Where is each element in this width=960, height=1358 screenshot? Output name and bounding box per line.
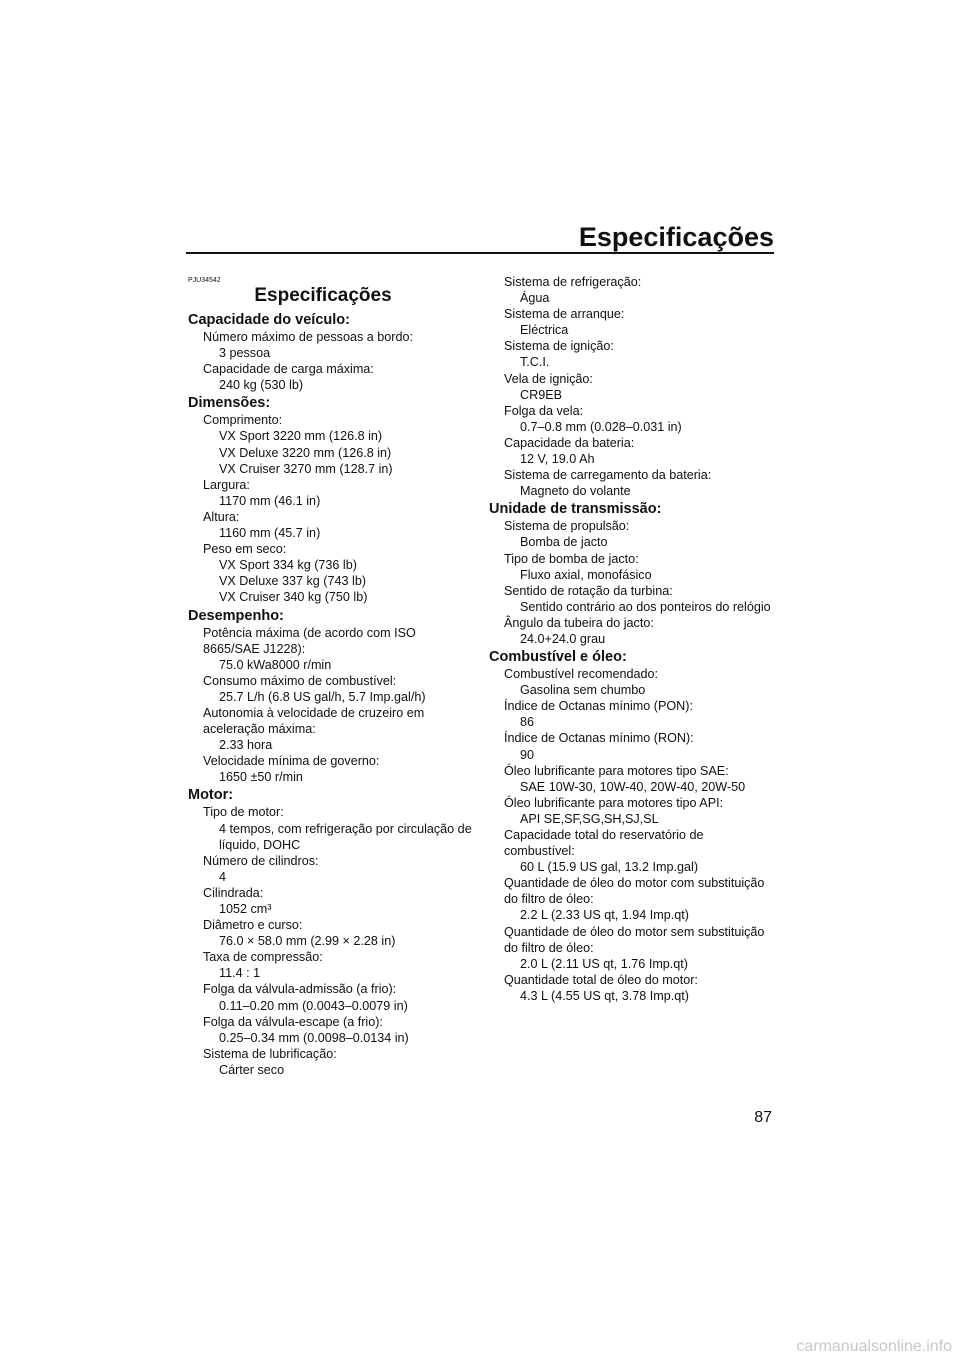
spec-label: Tipo de bomba de jacto: — [504, 551, 639, 566]
spec-label: Autonomia à velocidade de cruzeiro em — [203, 705, 425, 720]
spec-entry — [489, 972, 789, 1004]
spec-value: 1160 mm (45.7 in) — [219, 526, 321, 541]
spec-value: CR9EB — [520, 387, 562, 402]
spec-value: 25.7 L/h (6.8 US gal/h, 5.7 Imp.gal/h) — [219, 689, 426, 704]
spec-label: Sistema de ignição: — [504, 339, 614, 354]
spec-section — [489, 648, 789, 1004]
spec-section — [188, 311, 478, 393]
header-rule — [186, 252, 774, 254]
spec-entry — [489, 698, 789, 730]
spec-section — [188, 607, 478, 786]
spec-value: VX Cruiser 3270 mm (128.7 in) — [219, 461, 393, 476]
spec-label: Capacidade de carga máxima: — [203, 362, 374, 377]
spec-entry — [188, 361, 478, 393]
spec-label: Quantidade de óleo do motor com substituição — [504, 876, 765, 891]
spec-value: Magneto do volante — [520, 484, 631, 499]
spec-label: Óleo lubrificante para motores tipo SAE: — [504, 763, 729, 778]
spec-value: 24.0+24.0 grau — [520, 631, 606, 646]
spec-value: 2.2 L (2.33 US qt, 1.94 Imp.qt) — [520, 908, 689, 923]
spec-entry — [188, 625, 478, 673]
spec-entry — [489, 467, 789, 499]
spec-entry — [188, 705, 478, 753]
spec-label: Folga da vela: — [504, 403, 584, 418]
spec-value: Gasolina sem chumbo — [520, 683, 646, 698]
spec-section — [489, 500, 789, 647]
spec-entry — [188, 981, 478, 1013]
spec-value: 1052 cm³ — [219, 902, 272, 916]
spec-entry — [188, 673, 478, 705]
spec-label: Cilindrada: — [203, 885, 264, 900]
spec-label: Largura: — [203, 477, 250, 492]
spec-value: 4 tempos, com refrigeração por circulação de — [219, 821, 472, 836]
spec-label: Vela de ignição: — [504, 371, 593, 386]
spec-label: Número máximo de pessoas a bordo: — [203, 330, 413, 344]
section-heading: Capacidade do veículo: — [188, 312, 350, 328]
spec-label: Peso em seco: — [203, 542, 287, 557]
spec-label: 8665/SAE J1228): — [203, 641, 306, 656]
spec-entry — [489, 518, 789, 550]
spec-value: 1170 mm (46.1 in) — [219, 493, 321, 508]
spec-value: API SE,SF,SG,SH,SJ,SL — [520, 811, 659, 826]
spec-value: Cárter seco — [219, 1062, 285, 1077]
spec-label: do filtro de óleo: — [504, 940, 594, 955]
watermark: carmanualsonline.info — [796, 1338, 952, 1355]
spec-label: Capacidade total do reservatório de — [504, 828, 704, 842]
spec-value: Eléctrica — [520, 323, 569, 338]
spec-entry — [188, 1046, 478, 1078]
spec-value: 60 L (15.9 US gal, 13.2 Imp.gal) — [520, 860, 699, 875]
spec-value: T.C.I. — [520, 355, 550, 370]
spec-value: 1650 ±50 r/min — [219, 770, 303, 785]
spec-label: Folga da válvula-escape (a frio): — [203, 1014, 383, 1029]
spec-entry — [188, 477, 478, 509]
doc-code: PJU34542 — [188, 277, 221, 284]
spec-entry — [489, 371, 789, 403]
spec-label: Altura: — [203, 509, 240, 524]
spec-value: 0.11–0.20 mm (0.0043–0.0079 in) — [219, 998, 408, 1013]
section-heading: Desempenho: — [188, 607, 284, 624]
spec-label: Sentido de rotação da turbina: — [504, 583, 673, 598]
spec-label: Diâmetro e curso: — [203, 918, 303, 933]
spec-label: Tipo de motor: — [203, 805, 284, 820]
spec-label: Índice de Octanas mínimo (RON): — [504, 731, 694, 746]
spec-label: Quantidade de óleo do motor sem substituição — [504, 924, 765, 939]
spec-entry — [489, 403, 789, 435]
spec-value: 86 — [520, 715, 535, 730]
spec-entry — [188, 1014, 478, 1046]
spec-entry — [489, 615, 789, 647]
spec-label: do filtro de óleo: — [504, 892, 594, 907]
spec-entry — [188, 509, 478, 541]
spec-label: Sistema de lubrificação: — [203, 1046, 337, 1061]
left-column — [188, 274, 478, 1078]
spec-label: Sistema de carregamento da bateria: — [504, 468, 712, 483]
spec-value: 75.0 kWa8000 r/min — [219, 657, 332, 672]
spec-label: Capacidade da bateria: — [504, 435, 635, 450]
spec-value: 11.4 : 1 — [219, 966, 261, 981]
spec-label: Índice de Octanas mínimo (PON): — [504, 699, 693, 714]
spec-label: Ângulo da tubeira do jacto: — [504, 615, 654, 630]
spec-entry — [489, 583, 789, 615]
spec-value: 0.7–0.8 mm (0.028–0.031 in) — [520, 419, 682, 434]
page-header-title: Especificações — [578, 222, 774, 252]
spec-label: aceleração máxima: — [203, 722, 316, 737]
spec-label: combustível: — [504, 844, 575, 859]
spec-entry — [489, 730, 789, 762]
spec-entry — [489, 827, 789, 875]
spec-entry — [489, 875, 789, 923]
spec-entry — [489, 795, 789, 827]
spec-value: 3 pessoa — [219, 346, 271, 361]
spec-value: 12 V, 19.0 Ah — [520, 452, 595, 467]
spec-value: Bomba de jacto — [520, 535, 608, 550]
right-column — [489, 274, 789, 1004]
right-sections — [489, 274, 789, 1004]
spec-label: Folga da válvula-admissão (a frio): — [203, 982, 397, 997]
spec-entry — [188, 753, 478, 785]
spec-value: VX Sport 334 kg (736 lb) — [219, 558, 357, 573]
spec-entry — [188, 541, 478, 605]
spec-value: 90 — [520, 747, 535, 762]
spec-entry — [489, 666, 789, 698]
page-number: 87 — [754, 1109, 772, 1126]
spec-value: 0.25–0.34 mm (0.0098–0.0134 in) — [219, 1030, 409, 1045]
spec-label: Sistema de refrigeração: — [504, 275, 642, 289]
spec-value: VX Deluxe 3220 mm (126.8 in) — [219, 445, 392, 460]
section-heading: Unidade de transmissão: — [489, 501, 662, 518]
spec-value: SAE 10W-30, 10W-40, 20W-40, 20W-50 — [520, 779, 746, 794]
spec-label: Potência máxima (de acordo com ISO — [203, 625, 416, 640]
spec-label: Consumo máximo de combustível: — [203, 673, 397, 688]
spec-label: Combustível recomendado: — [504, 667, 659, 682]
spec-value: Sentido contrário ao dos ponteiros do relógio — [520, 599, 771, 614]
spec-entry — [188, 853, 478, 885]
spec-value: 240 kg (530 lb) — [219, 378, 304, 393]
section-heading: Dimensões: — [188, 395, 271, 412]
spec-label: Quantidade total de óleo do motor: — [504, 972, 698, 987]
spec-entry — [188, 949, 478, 981]
spec-entry — [489, 551, 789, 583]
spec-entry — [188, 917, 478, 949]
spec-label: Comprimento: — [203, 413, 283, 428]
spec-value: Fluxo axial, monofásico — [520, 567, 652, 582]
section-heading: Combustível e óleo: — [489, 649, 627, 666]
spec-value: VX Sport 3220 mm (126.8 in) — [219, 429, 383, 444]
spec-entry — [489, 274, 789, 306]
spec-value: líquido, DOHC — [219, 837, 301, 852]
spec-label: Taxa de compressão: — [203, 950, 323, 965]
spec-entry — [188, 885, 478, 917]
spec-value: 4 — [219, 869, 227, 884]
left-sections — [188, 311, 478, 1078]
spec-value: VX Cruiser 340 kg (750 lb) — [219, 590, 368, 605]
spec-value: 4.3 L (4.55 US qt, 3.78 Imp.qt) — [520, 988, 689, 1003]
spec-label: Sistema de arranque: — [504, 307, 625, 322]
spec-value: 2.0 L (2.11 US qt, 1.76 Imp.qt) — [520, 956, 689, 971]
spec-entry — [489, 763, 789, 795]
spec-entry — [188, 412, 478, 476]
main-title: Especificações — [254, 285, 392, 306]
spec-entry — [188, 804, 478, 852]
spec-value: Água — [520, 291, 550, 306]
spec-value: VX Deluxe 337 kg (743 lb) — [219, 574, 367, 589]
spec-entry — [188, 329, 478, 361]
spec-entry — [489, 924, 789, 972]
spec-label: Velocidade mínima de governo: — [203, 754, 380, 769]
spec-entry — [489, 338, 789, 370]
spec-entry — [489, 306, 789, 338]
spec-section — [188, 394, 478, 605]
section-heading: Motor: — [188, 787, 234, 804]
spec-value: 76.0 × 58.0 mm (2.99 × 2.28 in) — [219, 934, 396, 949]
spec-value: 2.33 hora — [219, 738, 273, 753]
spec-label: Óleo lubrificante para motores tipo API: — [504, 795, 724, 810]
spec-section — [489, 274, 789, 499]
spec-section — [188, 786, 478, 1078]
spec-label: Número de cilindros: — [203, 853, 319, 868]
spec-entry — [489, 435, 789, 467]
spec-label: Sistema de propulsão: — [504, 519, 630, 534]
